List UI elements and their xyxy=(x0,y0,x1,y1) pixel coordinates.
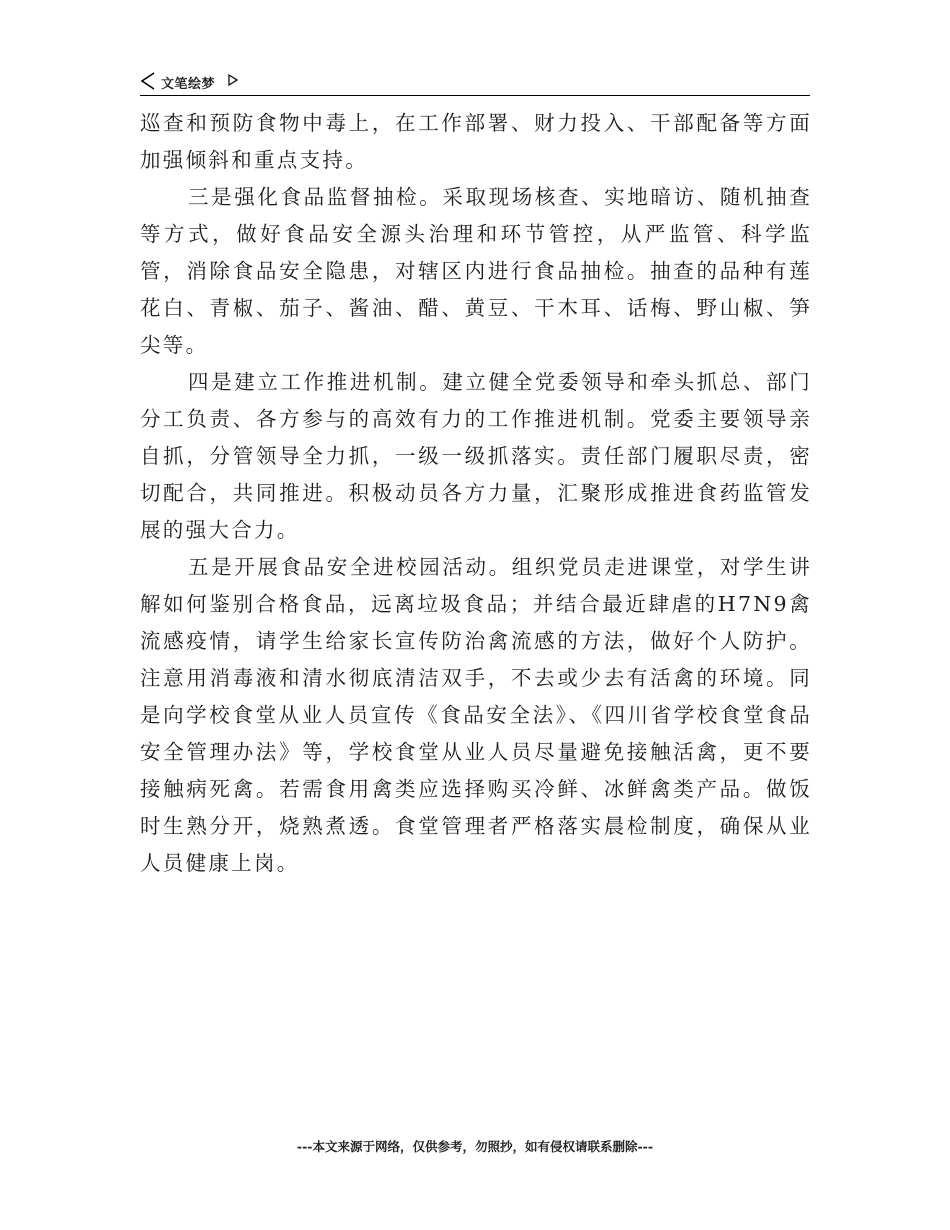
left-arrow-icon xyxy=(140,72,156,90)
paragraph: 四是建立工作推进机制。建立健全党委领导和牵头抓总、部门分工负责、各方参与的高效有力的工作推进机制。党委主要领导亲自抓，分管领导全力抓，一级一级抓落实。责任部门履职尽责，密切配合，共同推进。积极动员各方力量，汇聚形成推进食药监管发展的强大合力。 xyxy=(140,370,812,542)
header-title: 文笔绘梦 xyxy=(161,77,216,92)
document-body xyxy=(140,105,812,882)
page-footer: ---本文来源于网络，仅供参考，勿照抄，如有侵权请联系删除--- xyxy=(296,1139,654,1154)
paragraph: 五是开展食品安全进校园活动。组织党员走进课堂，对学生讲解如何鉴别合格食品，远离垃圾食品；并结合最近肆虐的H7N9禽流感疫情，请学生给家长宣传防治禽流感的方法，做好个人防护。注意用消毒液和清水彻底清洁双手，不去或少去有活禽的环境。同是向学校食堂从业人员宣传《食品安全法》、《四川省学校食堂食品安全管理办法》等，学校食堂从业人员尽量避免接触活禽，更不要接触病死禽。若需食用禽类应选择购买冷鲜、冰鲜禽类产品。做饭时生熟分开，烧熟煮透。食堂管理者严格落实晨检制度，确保从业人员健康上岗。 xyxy=(140,555,812,875)
page-header xyxy=(140,70,810,96)
paragraph: 三是强化食品监督抽检。采取现场核查、实地暗访、随机抽查等方式，做好食品安全源头治理和环节管控，从严监管、科学监管，消除食品安全隐患，对辖区内进行食品抽检。抽查的品种有莲花白、青椒、茄子、酱油、醋、黄豆、干木耳、话梅、野山椒、笋尖等。 xyxy=(140,185,812,357)
right-arrow-icon xyxy=(228,74,238,86)
paragraph: 巡查和预防食物中毒上，在工作部署、财力投入、干部配备等方面加强倾斜和重点支持。 xyxy=(140,111,812,172)
